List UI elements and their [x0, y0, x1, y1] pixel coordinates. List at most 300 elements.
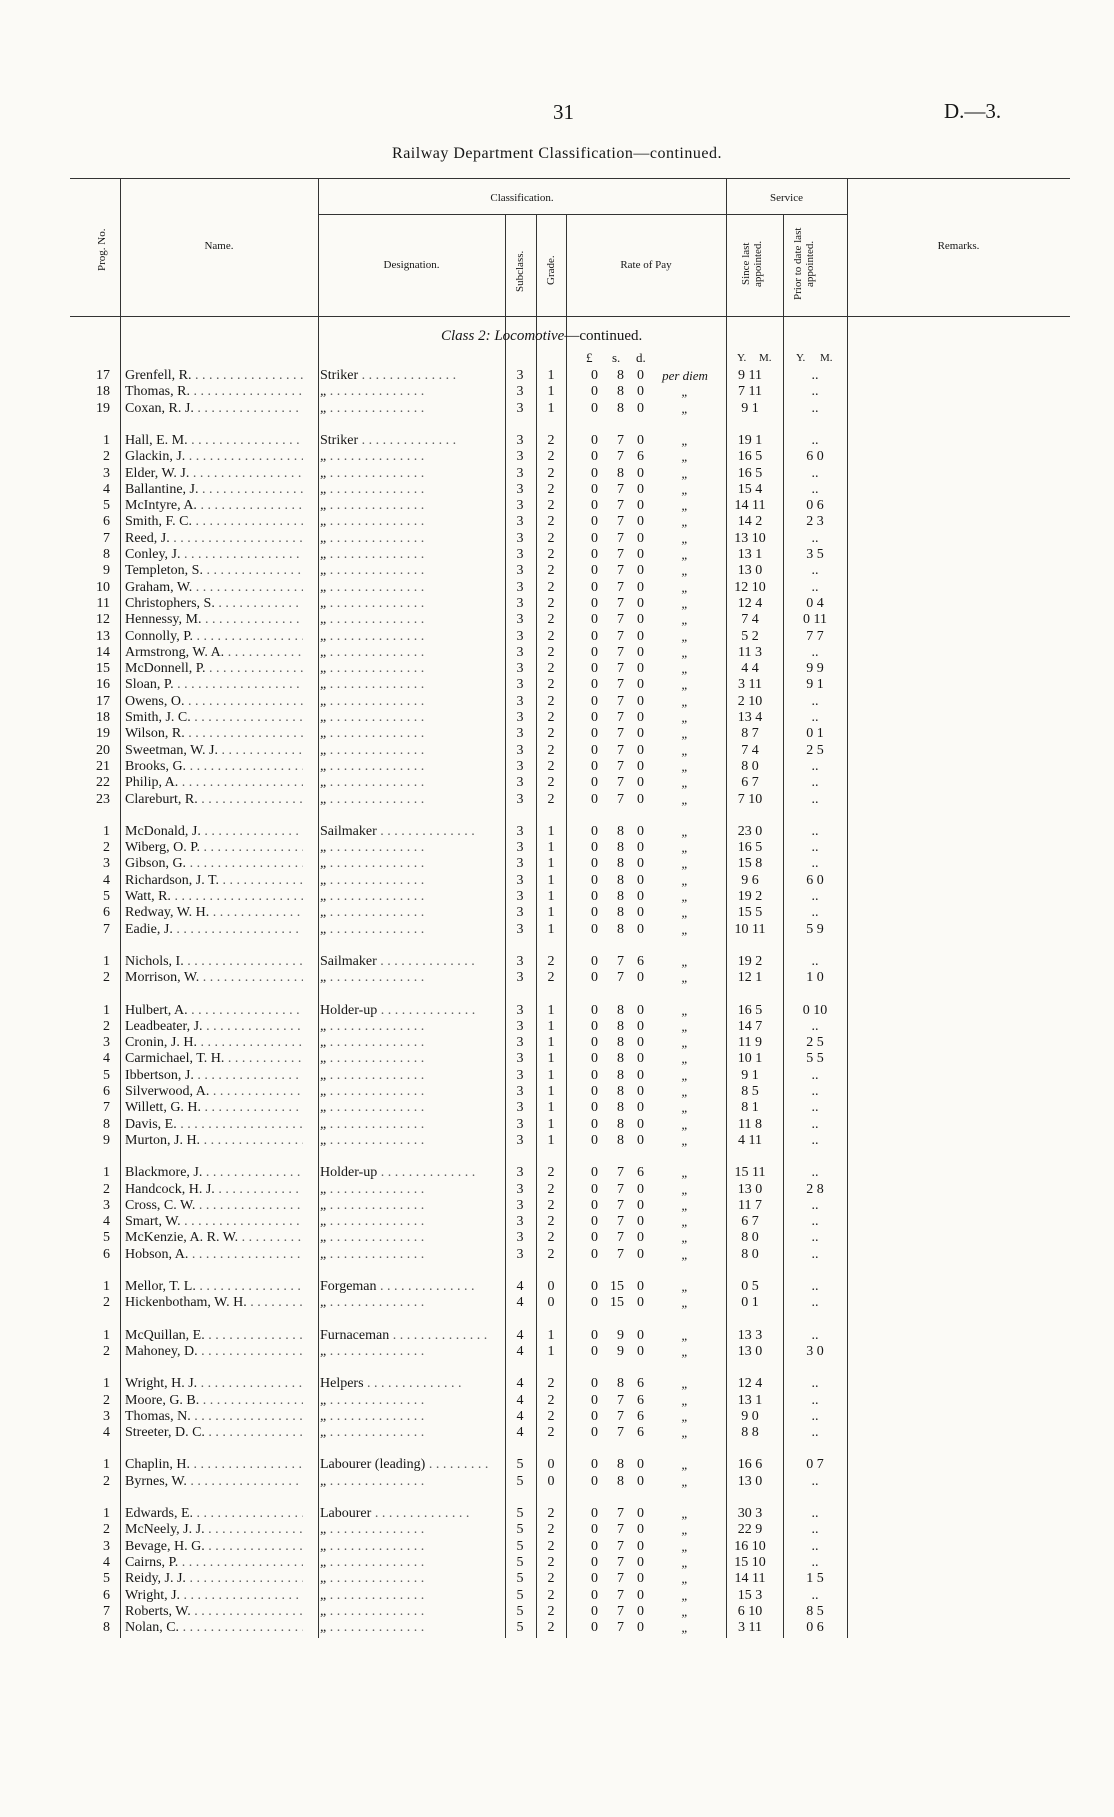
pay-pence: 0: [637, 726, 644, 742]
prog-number: 2: [103, 1018, 110, 1034]
pay-shillings: 8: [617, 368, 624, 383]
pay-shillings: 7: [617, 432, 624, 448]
grade: 2: [547, 1165, 555, 1181]
employee-name: Templeton, S. . .: [125, 563, 303, 579]
pay-period: „: [681, 921, 689, 937]
pay-shillings: 7: [617, 693, 624, 709]
service-since-last: 16 5: [737, 449, 763, 465]
subclass: 5: [516, 1603, 524, 1619]
designation: „ . .: [320, 612, 490, 628]
grade: 2: [547, 514, 555, 530]
service-since-last: 22 9: [737, 1522, 763, 1538]
pay-shillings: 7: [617, 595, 624, 611]
document-code: D.—3.: [944, 99, 1002, 123]
pay-pounds: 0: [591, 1181, 598, 1197]
designation: „ . .: [320, 498, 490, 514]
designation: „ . .: [320, 1133, 490, 1149]
pay-pence: 0: [637, 384, 644, 400]
grade: 2: [547, 758, 555, 774]
designation: „ . .: [320, 792, 490, 808]
service-prior: ..: [811, 530, 819, 546]
employee-name: Mahoney, D. . .: [125, 1344, 303, 1360]
pay-pounds: 0: [591, 661, 598, 677]
pay-shillings: 7: [617, 1522, 624, 1538]
employee-name: Graham, W. . .: [125, 580, 303, 596]
table-row: [0, 1376, 1114, 1392]
pay-shillings: 7: [617, 1408, 624, 1424]
pay-pence: 0: [637, 1343, 644, 1359]
subclass: 3: [516, 742, 524, 758]
service-prior: ..: [811, 1018, 819, 1034]
pay-pence: 0: [637, 677, 644, 693]
subclass: 3: [516, 563, 524, 579]
pay-pence: 0: [637, 823, 644, 839]
subclass: 3: [516, 710, 524, 725]
grade: 2: [547, 1522, 555, 1538]
pay-pounds: 0: [591, 970, 598, 986]
service-since-last: 9 6: [741, 872, 759, 888]
designation: Holder-up . .: [320, 1165, 490, 1181]
designation: „ . .: [320, 547, 490, 563]
pay-shillings: 7: [617, 449, 624, 465]
service-since-last: 10 11: [734, 921, 766, 937]
service-prior: 3 0: [806, 1343, 824, 1359]
service-prior: ..: [811, 481, 819, 497]
designation: Holder-up . .: [320, 1003, 490, 1019]
prog-number: 6: [103, 1246, 110, 1262]
pay-pence: 0: [637, 644, 644, 660]
pay-pence: 0: [637, 1554, 644, 1570]
pay-shillings: 7: [617, 1165, 624, 1181]
pay-pounds: 0: [591, 1018, 598, 1034]
pay-shillings: 7: [617, 1620, 624, 1636]
pay-period: „: [681, 579, 689, 595]
pay-period: „: [681, 465, 689, 481]
pay-pounds: 0: [591, 726, 598, 742]
subclass: 3: [516, 579, 524, 595]
pay-shillings: 8: [617, 823, 624, 839]
subclass: 4: [516, 1327, 524, 1343]
pay-pounds: 0: [591, 1538, 598, 1554]
service-since-last: 10 1: [737, 1051, 763, 1067]
employee-name: Hulbert, A. . .: [125, 1003, 303, 1019]
pay-shillings: 7: [617, 1214, 624, 1230]
table-row: [0, 384, 1114, 400]
subclass: 3: [516, 400, 524, 416]
designation: Striker . .: [320, 433, 490, 449]
employee-name: Byrnes, W. . .: [125, 1474, 303, 1490]
table-row: [0, 1571, 1114, 1587]
pay-pence: 0: [637, 498, 644, 514]
service-prior: ..: [811, 579, 819, 595]
service-prior: 2 5: [806, 742, 824, 758]
unit-shillings: s.: [612, 350, 621, 365]
pay-shillings: 7: [617, 530, 624, 546]
pay-pence: 0: [637, 921, 644, 937]
pay-pounds: 0: [591, 481, 598, 497]
service-since-last: 12 10: [734, 579, 766, 595]
grade: 2: [547, 612, 555, 628]
pay-pence: 0: [637, 710, 644, 725]
pay-shillings: 9: [617, 1343, 624, 1359]
designation: „ . .: [320, 856, 490, 872]
header-classification: Classification.: [490, 192, 554, 204]
pay-period: „: [681, 1522, 689, 1538]
service-prior: 5 5: [806, 1051, 824, 1067]
grade: 2: [547, 1408, 555, 1424]
service-since-last: 14 2: [737, 514, 763, 530]
pay-period: „: [681, 840, 689, 856]
service-since-last: 5 2: [741, 628, 759, 644]
designation: „ . .: [320, 1425, 490, 1441]
table-row: [0, 1425, 1114, 1441]
service-prior: 2 5: [806, 1035, 824, 1051]
pay-period: „: [681, 970, 689, 986]
subclass: 3: [516, 758, 524, 774]
pay-pence: 0: [637, 1116, 644, 1132]
pay-pence: 0: [637, 1230, 644, 1246]
prog-number: 2: [103, 1392, 110, 1408]
grade: 1: [547, 384, 555, 400]
service-prior: ..: [811, 1425, 819, 1441]
table-row: [0, 547, 1114, 563]
pay-shillings: 8: [617, 840, 624, 856]
prog-number: 6: [103, 1084, 110, 1099]
service-since-last: 2 10: [737, 693, 763, 709]
subclass: 5: [516, 1587, 524, 1603]
pay-pounds: 0: [591, 1165, 598, 1181]
pay-pence: 0: [637, 612, 644, 628]
grade: 2: [547, 1376, 555, 1392]
pay-shillings: 8: [617, 1473, 624, 1489]
grade: 2: [547, 710, 555, 725]
subclass: 4: [516, 1408, 524, 1424]
table-row: [0, 1604, 1114, 1620]
pay-pence: 0: [637, 1295, 644, 1311]
subclass: 3: [516, 644, 524, 660]
pay-pounds: 0: [591, 628, 598, 644]
pay-period: „: [681, 1587, 689, 1603]
subclass: 3: [516, 547, 524, 562]
prog-number: 4: [103, 1425, 110, 1441]
service-prior: 7 7: [806, 628, 824, 644]
unit-pounds: £: [586, 350, 593, 365]
service-since-last: 15 3: [737, 1587, 763, 1603]
service-since-last: 16 5: [737, 1002, 763, 1018]
subclass: 3: [516, 970, 524, 986]
designation: „ . .: [320, 922, 490, 938]
employee-name: Hennessy, M. . .: [125, 612, 303, 628]
prog-number: 2: [103, 840, 110, 856]
unit-months-prior: M.: [820, 352, 833, 364]
grade: 2: [547, 563, 555, 579]
pay-period: „: [681, 710, 689, 725]
pay-period: „: [681, 449, 689, 465]
table-row: [0, 466, 1114, 482]
service-since-last: 14 11: [734, 498, 766, 514]
pay-shillings: 8: [617, 889, 624, 904]
table-row: [0, 1068, 1114, 1084]
employee-name: Gibson, G. . .: [125, 856, 303, 872]
prog-number: 3: [103, 856, 110, 872]
pay-pounds: 0: [591, 905, 598, 921]
pay-period: „: [681, 1116, 689, 1132]
service-prior: 6 0: [806, 872, 824, 888]
prog-number: 4: [103, 1554, 110, 1570]
service-since-last: 6 7: [741, 775, 759, 791]
grade: 2: [547, 449, 555, 465]
grade: 1: [547, 856, 555, 872]
designation: „ . .: [320, 596, 490, 612]
employee-name: Clareburt, R. . .: [125, 792, 303, 808]
pay-period: „: [681, 1554, 689, 1570]
table-row: [0, 612, 1114, 628]
service-prior: ..: [811, 775, 819, 791]
grade: 2: [547, 742, 555, 758]
subclass: 3: [516, 856, 524, 872]
pay-shillings: 7: [617, 1197, 624, 1213]
service-since-last: 13 0: [737, 1343, 763, 1359]
employee-name: Philip, A. . .: [125, 775, 303, 791]
pay-pounds: 0: [591, 1425, 598, 1441]
pay-pence: 6: [637, 1165, 644, 1181]
pay-pence: 0: [637, 775, 644, 791]
subclass: 3: [516, 449, 524, 465]
service-since-last: 9 11: [738, 368, 762, 383]
employee-name: Grenfell, R. . .: [125, 368, 303, 384]
grade: 1: [547, 1051, 555, 1067]
designation: „ . .: [320, 514, 490, 530]
pay-pounds: 0: [591, 465, 598, 481]
grade: 2: [547, 1392, 555, 1408]
service-prior: ..: [811, 823, 819, 839]
service-prior: ..: [811, 1327, 819, 1343]
service-since-last: 19 2: [737, 953, 763, 969]
subclass: 3: [516, 889, 524, 904]
pay-pence: 0: [637, 628, 644, 644]
header-prior: Prior to date last appointed.: [792, 227, 816, 301]
prog-number: 19: [96, 400, 110, 416]
service-since-last: 16 5: [737, 840, 763, 856]
pay-period: „: [681, 1571, 689, 1587]
subclass: 4: [516, 1279, 524, 1294]
subclass: 3: [516, 1246, 524, 1262]
grade: 2: [547, 1603, 555, 1619]
pay-pounds: 0: [591, 791, 598, 807]
pay-pence: 0: [637, 1571, 644, 1587]
subclass: 5: [516, 1620, 524, 1636]
table-row: [0, 433, 1114, 449]
designation: „ . .: [320, 1247, 490, 1263]
pay-pence: 0: [637, 661, 644, 677]
grade: 2: [547, 677, 555, 693]
pay-shillings: 15: [610, 1295, 624, 1311]
service-prior: ..: [811, 1376, 819, 1392]
pay-pounds: 0: [591, 775, 598, 791]
pay-pounds: 0: [591, 1506, 598, 1521]
pay-shillings: 8: [617, 872, 624, 888]
pay-pence: 0: [637, 432, 644, 448]
prog-number: 3: [103, 1035, 110, 1051]
designation: „ . .: [320, 563, 490, 579]
table-row: [0, 1230, 1114, 1246]
designation: „ . .: [320, 1019, 490, 1035]
prog-number: 4: [103, 481, 110, 497]
prog-number: 6: [103, 1587, 110, 1603]
grade: 2: [547, 1214, 555, 1230]
service-since-last: 13 1: [737, 1392, 763, 1408]
employee-name: Smith, J. C. . .: [125, 710, 303, 726]
prog-number: 23: [96, 791, 110, 807]
designation: „ . .: [320, 1474, 490, 1490]
prog-number: 3: [103, 1408, 110, 1424]
prog-number: 4: [103, 872, 110, 888]
service-prior: ..: [811, 432, 819, 448]
designation: Sailmaker . .: [320, 824, 490, 840]
employee-name: Hickenbotham, W. H. . .: [125, 1295, 303, 1311]
employee-name: Streeter, D. C. . .: [125, 1425, 303, 1441]
pay-pounds: 0: [591, 498, 598, 514]
subclass: 3: [516, 628, 524, 644]
pay-shillings: 7: [617, 628, 624, 644]
designation: „ . .: [320, 1604, 490, 1620]
prog-number: 8: [103, 547, 110, 562]
pay-shillings: 7: [617, 775, 624, 791]
employee-name: Cross, C. W. . .: [125, 1198, 303, 1214]
prog-number: 3: [103, 465, 110, 481]
header-subclass: Subclass.: [514, 250, 526, 292]
employee-name: Silverwood, A. . .: [125, 1084, 303, 1100]
pay-shillings: 8: [617, 1132, 624, 1148]
pay-period: „: [681, 1051, 689, 1067]
table-row: [0, 1588, 1114, 1604]
page-number: 31: [553, 100, 574, 124]
service-prior: ..: [811, 563, 819, 579]
pay-pence: 0: [637, 563, 644, 579]
employee-name: Nichols, I. . .: [125, 954, 303, 970]
prog-number: 2: [103, 970, 110, 986]
pay-pence: 6: [637, 1408, 644, 1424]
pay-period: „: [681, 791, 689, 807]
grade: 2: [547, 791, 555, 807]
grade: 0: [547, 1295, 555, 1311]
service-since-last: 9 0: [741, 1408, 759, 1424]
pay-pence: 0: [637, 758, 644, 774]
grade: 2: [547, 644, 555, 660]
service-since-last: 13 4: [737, 710, 763, 725]
designation: „ . .: [320, 1393, 490, 1409]
pay-period: „: [681, 1376, 689, 1392]
table-row: [0, 1035, 1114, 1051]
pay-period: „: [681, 1035, 689, 1051]
table-row: [0, 514, 1114, 530]
pay-period: „: [681, 514, 689, 530]
pay-period: „: [681, 595, 689, 611]
subclass: 3: [516, 693, 524, 709]
pay-pence: 0: [637, 1181, 644, 1197]
table-row: [0, 449, 1114, 465]
table-row: [0, 1522, 1114, 1538]
pay-pence: 6: [637, 953, 644, 969]
pay-pence: 0: [637, 1538, 644, 1554]
pay-pounds: 0: [591, 1197, 598, 1213]
pay-pounds: 0: [591, 1327, 598, 1343]
pay-period: „: [681, 563, 689, 579]
pay-pounds: 0: [591, 823, 598, 839]
grade: 0: [547, 1279, 555, 1294]
pay-period: „: [681, 1002, 689, 1018]
prog-number: 1: [103, 1165, 110, 1181]
grade: 2: [547, 970, 555, 986]
pay-period: „: [681, 547, 689, 562]
grade: 1: [547, 1116, 555, 1132]
service-prior: ..: [811, 1165, 819, 1181]
service-prior: 0 6: [806, 1620, 824, 1636]
employee-name: Carmichael, T. H. . .: [125, 1051, 303, 1067]
table-row: [0, 775, 1114, 791]
pay-shillings: 7: [617, 1506, 624, 1521]
grade: 2: [547, 1230, 555, 1246]
grade: 2: [547, 481, 555, 497]
unit-years-prior: Y.: [796, 352, 806, 364]
pay-shillings: 7: [617, 661, 624, 677]
subclass: 4: [516, 1343, 524, 1359]
pay-pence: 0: [637, 579, 644, 595]
prog-number: 12: [96, 612, 110, 628]
subclass: 5: [516, 1473, 524, 1489]
designation: „ . .: [320, 1214, 490, 1230]
subclass: 3: [516, 530, 524, 546]
pay-pence: 0: [637, 1506, 644, 1521]
designation: „ . .: [320, 1051, 490, 1067]
pay-period: „: [681, 1343, 689, 1359]
pay-pence: 0: [637, 465, 644, 481]
pay-pounds: 0: [591, 1620, 598, 1636]
pay-shillings: 7: [617, 644, 624, 660]
service-prior: ..: [811, 1132, 819, 1148]
employee-name: Smith, F. C. . .: [125, 514, 303, 530]
designation: „ . .: [320, 531, 490, 547]
pay-shillings: 7: [617, 791, 624, 807]
service-since-last: 15 8: [737, 856, 763, 872]
employee-name: Ballantine, J. . .: [125, 482, 303, 498]
table-row: [0, 759, 1114, 775]
service-prior: 1 0: [806, 970, 824, 986]
subclass: 3: [516, 1018, 524, 1034]
employee-name: Roberts, W. . .: [125, 1604, 303, 1620]
subclass: 3: [516, 921, 524, 937]
subclass: 4: [516, 1376, 524, 1392]
pay-pounds: 0: [591, 579, 598, 595]
service-since-last: 30 3: [737, 1506, 763, 1521]
pay-period: „: [681, 1018, 689, 1034]
designation: „ . .: [320, 743, 490, 759]
service-prior: ..: [811, 1084, 819, 1099]
pay-period: „: [681, 1084, 689, 1099]
service-prior: ..: [811, 1392, 819, 1408]
employee-name: Smart, W. . .: [125, 1214, 303, 1230]
prog-number: 1: [103, 1279, 110, 1294]
unit-years: Y.: [737, 352, 747, 364]
table-row: [0, 792, 1114, 808]
pay-period: „: [681, 677, 689, 693]
pay-shillings: 15: [610, 1279, 624, 1294]
pay-pence: 0: [637, 1620, 644, 1636]
pay-pence: 0: [637, 1067, 644, 1083]
pay-period: „: [681, 872, 689, 888]
table-row: [0, 1539, 1114, 1555]
pay-shillings: 7: [617, 514, 624, 530]
